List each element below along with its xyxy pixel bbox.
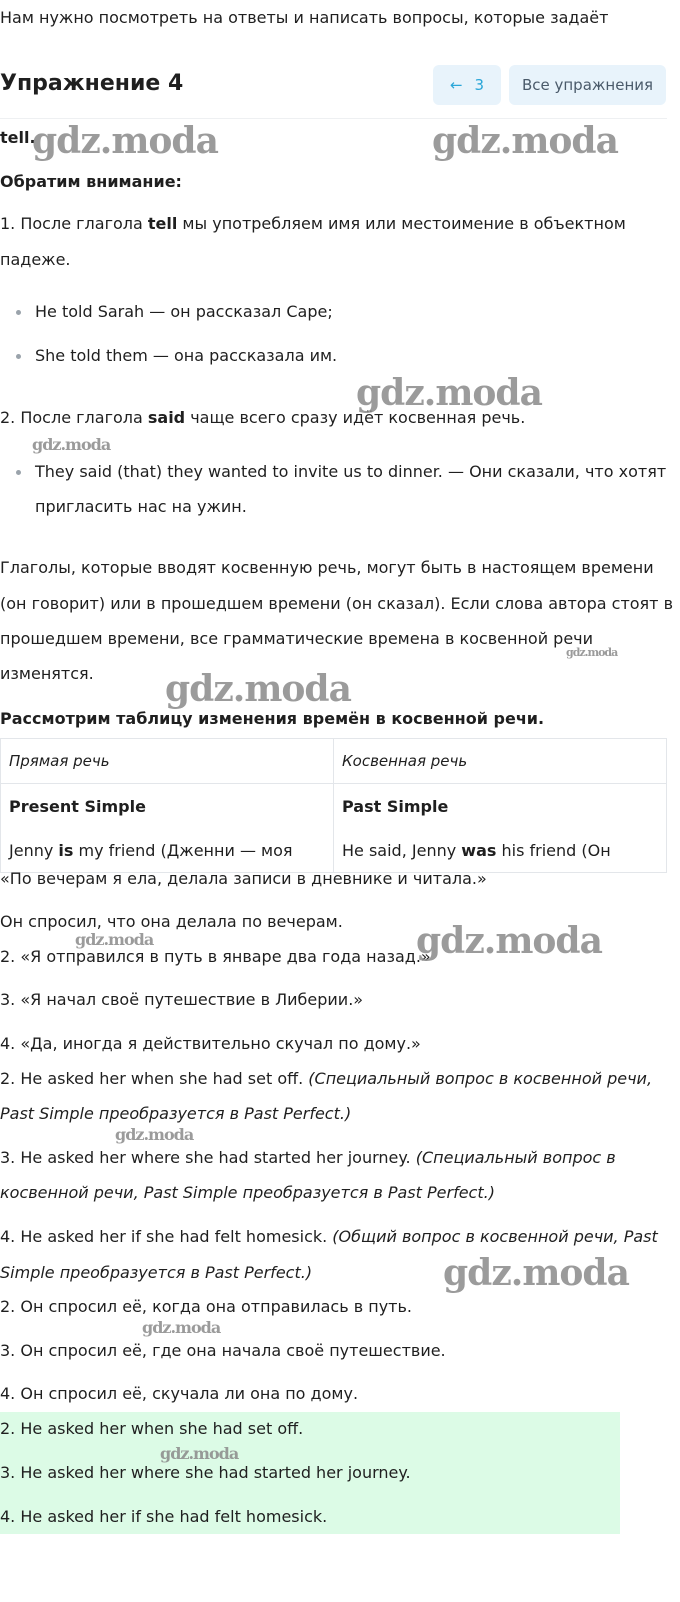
answer-2-line2: Past Simple преобразуется в Past Perfect.) xyxy=(0,1104,352,1123)
translation-4: 4. Он спросил её, скучала ли она по дому. xyxy=(0,1384,359,1403)
asked-1: Он спросил, что она делала по вечерам. xyxy=(0,912,343,931)
point1-line1: 1. После глагола tell мы употребляем имя или местоимение в объектном xyxy=(0,214,626,233)
exercise-title: Упражнение 4 xyxy=(0,71,184,96)
table-row xyxy=(1,784,667,829)
watermark-logo: gdz.moda xyxy=(356,372,542,414)
answer-3-line2: косвенной речи, Past Simple преобразуется в Past Perfect.) xyxy=(0,1183,495,1202)
prev-exercise-number: 3 xyxy=(474,76,485,94)
quote-1: «По вечерам я ела, делала записи в дневнике и читала.» xyxy=(0,869,487,888)
tense-table xyxy=(0,738,667,873)
watermark-logo: gdz.moda xyxy=(115,1125,194,1144)
point1-line2: падеже. xyxy=(0,250,71,269)
watermark-logo: gdz.moda xyxy=(416,920,602,962)
paragraph-line3: прошедшем времени, все грамматические времена в косвенной речи xyxy=(0,629,594,648)
table-row xyxy=(1,739,667,784)
translation-3: 3. Он спросил её, где она начала своё путешествие. xyxy=(0,1341,446,1360)
answer-3-line1: 3. He asked her where she had started her journey. (Специальный вопрос в xyxy=(0,1148,616,1167)
table-cell: Past Simple xyxy=(334,784,667,829)
table-header-direct: Прямая речь xyxy=(1,739,334,784)
table-cell: He said, Jenny was his friend (Он xyxy=(334,828,667,873)
all-exercises-label: Все упражнения xyxy=(521,76,654,94)
final-answer-3: 3. He asked her where she had started her journey. xyxy=(0,1463,411,1482)
example-1: He told Sarah — он рассказал Саре; xyxy=(35,302,333,321)
prev-exercise-button[interactable] xyxy=(433,65,501,105)
table-row xyxy=(1,828,667,873)
example-2: She told them — она рассказала им. xyxy=(35,346,338,365)
answer-4-line2: Simple преобразуется в Past Perfect.) xyxy=(0,1263,313,1282)
watermark-logo: gdz.moda xyxy=(32,435,111,454)
watermark-logo: gdz.moda xyxy=(443,1252,629,1294)
translation-2: 2. Он спросил её, когда она отправилась в путь. xyxy=(0,1297,412,1316)
watermark-logo: gdz.moda xyxy=(75,930,154,949)
final-answer-4: 4. He asked her if she had felt homesick. xyxy=(0,1507,328,1526)
watermark-logo: gdz.moda xyxy=(165,668,351,710)
watermark-logo: gdz.moda xyxy=(142,1318,221,1337)
attention-heading: Обратим внимание: xyxy=(0,172,182,191)
bullet-icon xyxy=(16,354,21,359)
arrow-left-icon: ← xyxy=(449,76,463,94)
paragraph-line1: Глаголы, которые вводят косвенную речь, могут быть в настоящем времени xyxy=(0,558,654,577)
bullet-icon xyxy=(16,310,21,315)
quote-2: 2. «Я отправился в путь в январе два года назад.» xyxy=(0,947,431,966)
tell-word: tell. xyxy=(0,128,36,147)
quote-4: 4. «Да, иногда я действительно скучал по дому.» xyxy=(0,1034,421,1053)
watermark-logo: gdz.moda xyxy=(160,1444,239,1463)
table-heading: Рассмотрим таблицу изменения времён в косвенной речи. xyxy=(0,709,545,728)
table-cell: Present Simple xyxy=(1,784,334,829)
paragraph-line4: изменятся. xyxy=(0,664,94,683)
all-exercises-button[interactable] xyxy=(509,65,666,105)
watermark-logo: gdz.moda xyxy=(432,120,618,162)
header-divider xyxy=(0,118,667,119)
watermark-logo: gdz.moda xyxy=(566,646,618,659)
quote-3: 3. «Я начал своё путешествие в Либерии.» xyxy=(0,990,364,1009)
intro-text: Нам нужно посмотреть на ответы и написать вопросы, которые задаёт xyxy=(0,8,609,27)
table-header-indirect: Косвенная речь xyxy=(334,739,667,784)
example-said-line2: пригласить нас на ужин. xyxy=(35,497,247,516)
table-cell: Jenny is my friend (Дженни — моя xyxy=(1,828,334,873)
example-said-line1: They said (that) they wanted to invite us to dinner. — Они сказали, что хотят xyxy=(35,462,667,481)
watermark-logo: gdz.moda xyxy=(32,120,218,162)
final-answer-2: 2. He asked her when she had set off. xyxy=(0,1419,304,1438)
point2-line: 2. После глагола said чаще всего сразу идёт косвенная речь. xyxy=(0,408,526,427)
paragraph-line2: (он говорит) или в прошедшем времени (он сказал). Если слова автора стоят в xyxy=(0,594,674,613)
answer-4-line1: 4. He asked her if she had felt homesick. (Общий вопрос в косвенной речи, Past xyxy=(0,1227,658,1246)
answer-2-line1: 2. He asked her when she had set off. (Специальный вопрос в косвенной речи, xyxy=(0,1069,653,1088)
bullet-icon xyxy=(16,470,21,475)
